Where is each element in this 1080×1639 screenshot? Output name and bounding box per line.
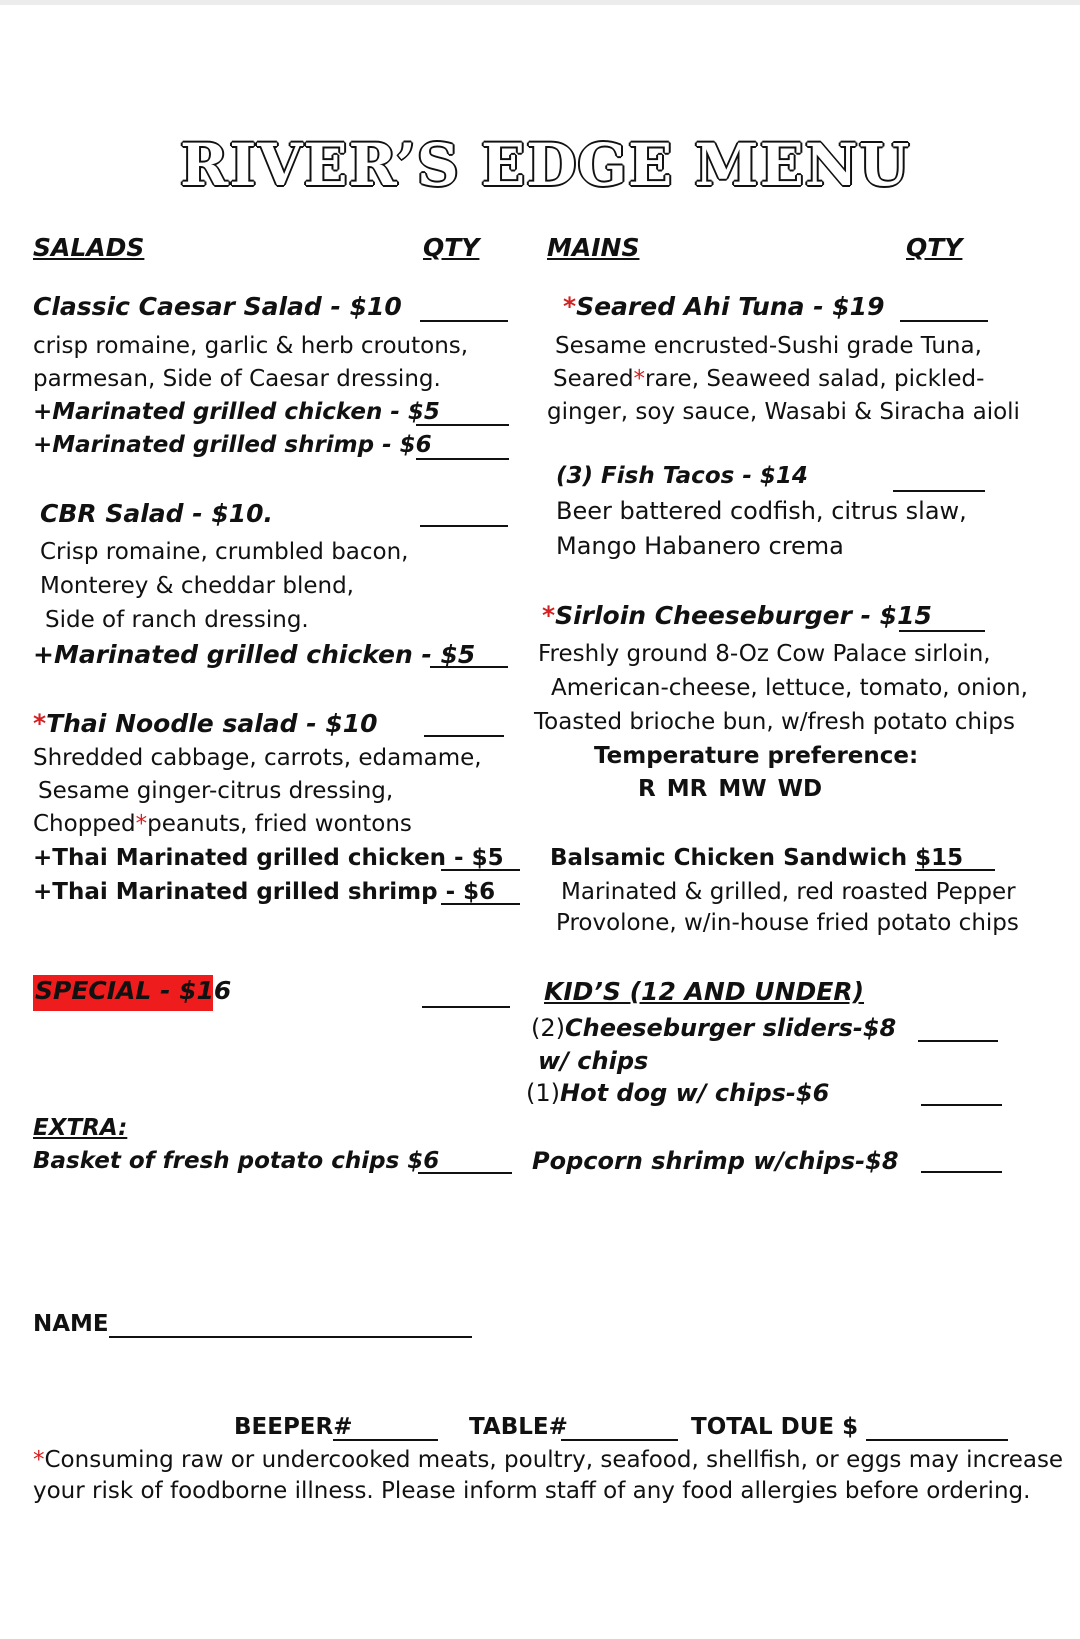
name-line[interactable] <box>109 1336 472 1338</box>
thai-addon-shrimp: +Thai Marinated grilled shrimp - $6 <box>33 879 496 905</box>
warning-star: * <box>33 1447 45 1473</box>
caesar-addon-chicken: +Marinated grilled chicken - $5 <box>33 399 440 425</box>
name-label: NAME <box>33 1311 109 1337</box>
sliders-chips: w/ chips <box>538 1047 649 1075</box>
salads-header: SALADS <box>33 233 145 262</box>
cbr-qty-line[interactable] <box>420 525 508 527</box>
special-qty-line[interactable] <box>422 1006 510 1008</box>
burger-desc-3: Toasted brioche bun, w/fresh potato chips <box>534 709 1015 735</box>
cbr-chicken-qty-line[interactable] <box>430 666 508 668</box>
thai-addon-chicken: +Thai Marinated grilled chicken - $5 <box>33 845 504 871</box>
extra-header: EXTRA: <box>33 1115 128 1141</box>
tacos-qty-line[interactable] <box>893 490 985 492</box>
thai-desc-1: Shredded cabbage, carrots, edamame, <box>33 745 482 771</box>
tacos-name: (3) Fish Tacos - $14 <box>556 463 808 489</box>
thai-star: * <box>33 709 47 738</box>
table-line[interactable] <box>561 1439 678 1441</box>
thai-desc-3b: peanuts, fried wontons <box>147 811 412 837</box>
extra-chips-qty-line[interactable] <box>418 1172 512 1174</box>
beeper-label: BEEPER# <box>234 1414 353 1440</box>
rare-star: * <box>633 366 646 392</box>
warning-line-2: your risk of foodborne illness. Please inform staff of any food allergies before ordering. <box>33 1478 1031 1504</box>
tuna-qty-line[interactable] <box>900 320 988 322</box>
chicken-sandwich-qty-line[interactable] <box>915 869 995 871</box>
hotdog-count: (1) <box>526 1079 560 1107</box>
mains-qty-header: QTY <box>906 233 963 262</box>
total-due-label: TOTAL DUE $ <box>691 1414 859 1440</box>
tacos-desc-2: Mango Habanero crema <box>556 532 844 560</box>
tuna-desc-3: ginger, soy sauce, Wasabi & Siracha aioli <box>547 399 1020 425</box>
temp-options[interactable]: R MR MW WD <box>638 776 823 802</box>
chicken-desc-1: Marinated & grilled, red roasted Pepper <box>561 879 1016 905</box>
burger-qty-line[interactable] <box>899 630 985 632</box>
popcorn-shrimp: Popcorn shrimp w/chips-$8 <box>532 1147 899 1175</box>
thai-desc-3a: Chopped <box>33 811 136 837</box>
thai-chicken-qty-line[interactable] <box>441 869 520 871</box>
hotdog-name: Hot dog w/ chips-$6 <box>560 1079 830 1107</box>
tuna-desc-1: Sesame encrusted-Sushi grade Tuna, <box>555 333 982 359</box>
tuna-desc-2a: Seared <box>553 366 634 392</box>
special-label: SPECIAL - $16 <box>35 976 232 1005</box>
tuna-name: Seared Ahi Tuna - $19 <box>576 292 885 321</box>
sliders-name: Cheeseburger sliders-$8 <box>565 1014 897 1042</box>
top-border <box>0 0 1080 5</box>
tacos-desc-1: Beer battered codfish, citrus slaw, <box>556 497 967 525</box>
caesar-chicken-qty-line[interactable] <box>416 424 509 426</box>
thai-salad-name: Thai Noodle salad - $10 <box>46 709 378 738</box>
caesar-desc-1: crisp romaine, garlic & herb croutons, <box>33 333 469 359</box>
thai-shrimp-qty-line[interactable] <box>441 903 520 905</box>
sliders-count: (2) <box>531 1014 565 1042</box>
peanut-star: * <box>135 811 148 837</box>
chicken-desc-2: Provolone, w/in-house fried potato chips <box>556 910 1019 936</box>
cbr-salad-name: CBR Salad - $10. <box>40 499 274 528</box>
extra-chips: Basket of fresh potato chips $6 <box>33 1148 440 1174</box>
cbr-desc-1: Crisp romaine, crumbled bacon, <box>40 539 409 565</box>
burger-desc-1: Freshly ground 8-Oz Cow Palace sirloin, <box>538 641 991 667</box>
tuna-star: * <box>563 292 577 321</box>
caesar-desc-2: parmesan, Side of Caesar dressing. <box>33 366 441 392</box>
total-due-line[interactable] <box>866 1439 1008 1441</box>
thai-desc-2: Sesame ginger-citrus dressing, <box>38 778 394 804</box>
mains-header: MAINS <box>547 233 640 262</box>
caesar-salad-name: Classic Caesar Salad - $10 <box>33 292 402 321</box>
temp-label: Temperature preference: <box>594 743 919 769</box>
menu-title: RIVER’S EDGE MENU <box>180 131 911 199</box>
thai-qty-line[interactable] <box>424 735 504 737</box>
popcorn-qty-line[interactable] <box>921 1171 1002 1173</box>
burger-name: Sirloin Cheeseburger - $15 <box>555 601 932 630</box>
salads-qty-header: QTY <box>423 233 480 262</box>
burger-desc-2: American-cheese, lettuce, tomato, onion, <box>551 675 1028 701</box>
caesar-shrimp-qty-line[interactable] <box>416 458 509 460</box>
caesar-addon-shrimp: +Marinated grilled shrimp - $6 <box>33 432 432 458</box>
tuna-desc-2b: rare, Seaweed salad, pickled- <box>645 366 985 392</box>
burger-star: * <box>542 601 556 630</box>
table-label: TABLE# <box>469 1414 568 1440</box>
caesar-qty-line[interactable] <box>420 320 508 322</box>
beeper-line[interactable] <box>333 1439 438 1441</box>
hotdog-qty-line[interactable] <box>921 1104 1002 1106</box>
cbr-desc-3: Side of ranch dressing. <box>45 607 309 633</box>
sliders-qty-line[interactable] <box>918 1040 998 1042</box>
cbr-addon-chicken: +Marinated grilled chicken - $5 <box>33 640 476 669</box>
chicken-sandwich-name: Balsamic Chicken Sandwich $15 <box>550 845 964 871</box>
cbr-desc-2: Monterey & cheddar blend, <box>40 573 354 599</box>
kids-header: KID’S (12 AND UNDER) <box>544 977 865 1006</box>
warning-line-1: Consuming raw or undercooked meats, poultry, seafood, shellfish, or eggs may increase <box>44 1447 1064 1473</box>
